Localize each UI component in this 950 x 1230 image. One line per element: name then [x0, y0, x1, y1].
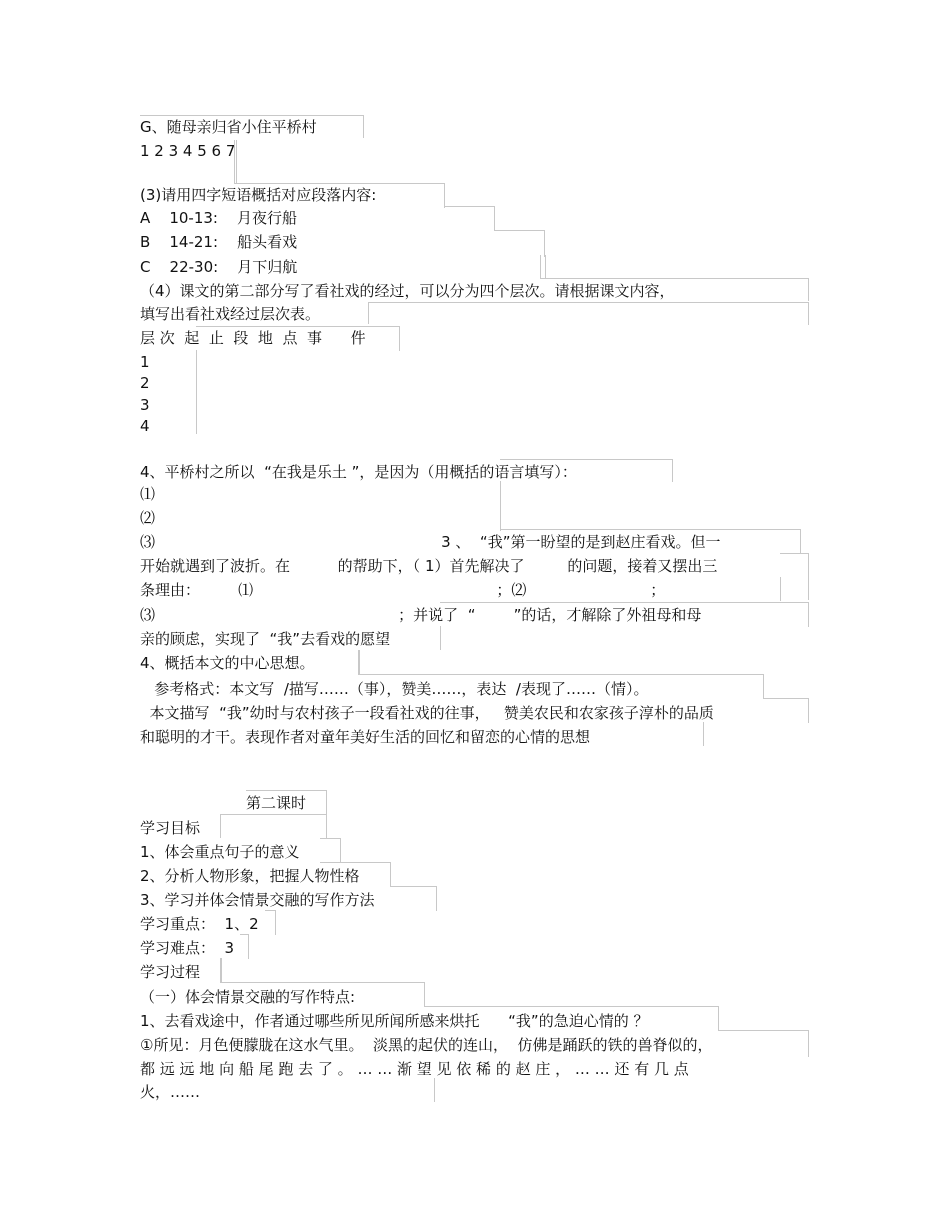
box-artifact	[140, 115, 364, 138]
box-artifact	[196, 326, 400, 351]
box-artifact	[718, 1030, 809, 1057]
table-row: 4	[140, 417, 150, 435]
box-artifact	[703, 722, 704, 746]
text-line: 学习目标	[140, 819, 201, 837]
box-artifact	[220, 982, 425, 1007]
text-line: (3)请用四字短语概括对应段落内容:	[140, 186, 377, 204]
text-line: 火，……	[140, 1083, 201, 1101]
box-artifact	[763, 698, 809, 723]
box-artifact	[196, 350, 197, 434]
box-artifact	[540, 278, 809, 301]
box-artifact	[800, 529, 801, 553]
box-artifact	[265, 910, 276, 935]
text-line: 都 远 远 地 向 船 尾 跑 去 了 。 … … 渐 望 见 依 稀 的 赵 庄 ， … … 还 有 几 点	[140, 1060, 689, 1078]
text-line: 学习难点： 3	[140, 939, 235, 957]
box-artifact	[780, 577, 781, 601]
box-artifact	[358, 674, 764, 699]
box-artifact	[500, 529, 801, 554]
box-artifact	[368, 302, 809, 325]
box-artifact	[500, 481, 501, 531]
table-row: 1	[140, 353, 150, 371]
box-artifact	[544, 255, 546, 278]
text-line: （一）体会情景交融的写作特点:	[140, 988, 356, 1006]
box-artifact	[440, 602, 809, 627]
text-line: 和聪明的才干。表现作者对童年美好生活的回忆和留恋的心情的思想	[140, 728, 591, 746]
text-line: 2、分析人物形象，把握人物性格	[140, 867, 360, 885]
table-header: 层 次 起 止 段 地 点 事 件	[140, 329, 366, 347]
section-title: 第二课时	[246, 794, 307, 812]
text-line: ⑵	[140, 509, 156, 527]
text-line: （4）课文的第二部分写了看社戏的经过，可以分为四个层次。请根据课文内容，	[140, 282, 675, 300]
box-artifact	[424, 1006, 719, 1031]
text-line: ①所见：月色便朦胧在这水气里。 淡黑的起伏的连山， 仿佛是踊跃的铁的兽脊似的，	[140, 1036, 713, 1054]
box-artifact	[246, 790, 327, 815]
box-artifact	[368, 302, 369, 324]
text-line: ⑴	[140, 485, 156, 503]
text-line: B 14-21: 船头看戏	[140, 233, 298, 251]
text-line: 1、体会重点句子的意义	[140, 843, 300, 861]
text-line: 亲的顾虑，实现了 “我”去看戏的愿望	[140, 630, 391, 648]
text-line: 学习重点： 1、2	[140, 915, 259, 933]
box-artifact	[240, 934, 249, 959]
text-line: C 22-30: 月下归航	[140, 258, 298, 276]
box-artifact	[434, 1078, 435, 1102]
table-row: 3	[140, 396, 150, 414]
box-artifact	[320, 838, 341, 863]
text-line: 填写出看社戏经过层次表。	[140, 305, 321, 323]
box-artifact	[220, 814, 221, 838]
text-line: 1 2 3 4 5 6 7	[140, 142, 236, 160]
text-line: 本文描写 “我”幼时与农村孩子一段看社戏的往事， 赞美农民和农家孩子淳朴的品质	[140, 704, 714, 722]
box-artifact	[444, 206, 495, 231]
box-artifact	[500, 459, 673, 482]
text-line: ⑶ 3 、 “我”第一盼望的是到赵庄看戏。但一	[140, 533, 721, 551]
text-line: 参考格式：本文写 /描写……（事），赞美……，表达 /表现了……（情）。	[140, 680, 649, 698]
box-artifact	[234, 183, 445, 208]
text-line: G、随母亲归省小住平桥村	[140, 118, 317, 136]
text-line: ⑶ ；并说了 “ ”的话，才解除了外祖母和母	[140, 606, 702, 624]
text-line: 4、平桥村之所以 “在我是乐土 ”，是因为（用概括的语言填写）：	[140, 463, 577, 481]
box-artifact	[234, 140, 235, 184]
box-artifact	[220, 814, 327, 839]
box-artifact	[780, 553, 809, 600]
box-artifact	[440, 626, 441, 650]
text-line: 开始就遇到了波折。在 的帮助下，（ 1）首先解决了 的问题，接着又摆出三	[140, 557, 718, 575]
box-artifact	[358, 650, 359, 674]
box-artifact	[540, 255, 541, 279]
box-artifact	[494, 230, 545, 257]
box-artifact	[220, 958, 221, 982]
text-line: 条理由： ⑴ ；⑵ ；	[140, 581, 666, 599]
table-row: 2	[140, 374, 150, 392]
text-line: 3、学习并体会情景交融的写作方法	[140, 891, 375, 909]
box-artifact	[320, 862, 391, 887]
text-line: 学习过程	[140, 963, 201, 981]
box-artifact	[390, 886, 437, 911]
text-line: A 10-13: 月夜行船	[140, 209, 298, 227]
text-line: 4、概括本文的中心思想。	[140, 654, 315, 672]
text-line: 1、去看戏途中，作者通过哪些所见所闻所感来烘托 “我”的急迫心情的 ？	[140, 1012, 649, 1030]
